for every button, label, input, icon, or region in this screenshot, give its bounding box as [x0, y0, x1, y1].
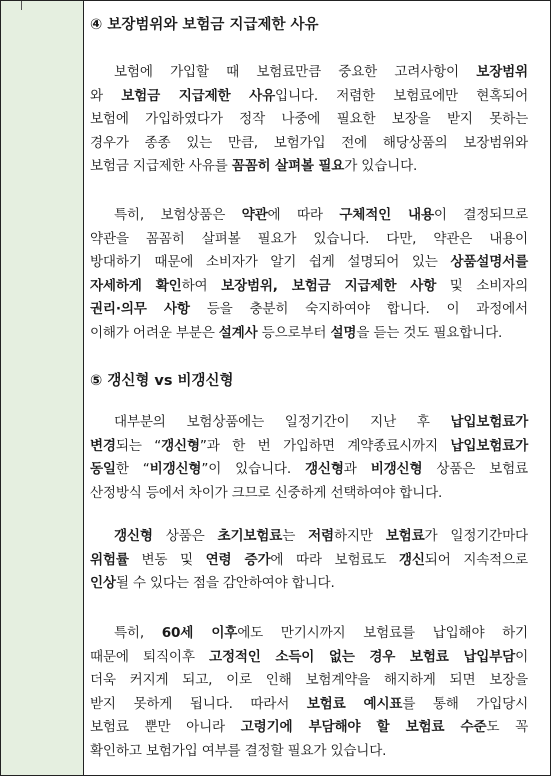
text-run: 과	[343, 461, 371, 477]
text-run: 확인하고 보험가입 여부를 결정할 필요가 있습니다.	[90, 742, 387, 759]
bold-text: 동일	[90, 461, 116, 477]
text-run: 이 결정되므로	[433, 207, 528, 223]
section-4-paragraph-1	[90, 61, 528, 179]
text-run: 산정방식 등에서 차이가 크므로 신중하게 선택하여야 합니다.	[90, 484, 443, 501]
text-run: 보험에 가입할 때 보험료만큼 중요한 고려사항이	[114, 64, 477, 80]
text-run: 에 따라	[267, 207, 340, 223]
text-run: 등을 충분히 숙지하여야 합니다. 이 과정에서	[189, 301, 528, 317]
text-run: 에도 만기시까지 보험료를 납입해야 하기	[237, 625, 528, 641]
text-line	[90, 693, 528, 717]
text-line	[90, 458, 528, 482]
text-line	[90, 525, 528, 549]
bold-text: 약관	[241, 207, 268, 223]
section-4-heading: ④ 보장범위와 보험금 지급제한 사유	[90, 17, 319, 33]
bold-text: 자세하게 확인	[90, 277, 182, 294]
bold-text: 납입보험료가	[450, 437, 528, 454]
text-run: 약관을 꼼꼼히 살펴볼 필요가 있습니다. 다만, 약관은 내용이	[90, 230, 528, 247]
text-run: 를 통해 가입당시	[402, 695, 529, 712]
bold-text: 비갱신형	[370, 461, 423, 477]
text-run: ”과 한 번 가입하면 계약종료시까지	[199, 437, 451, 454]
bold-text: 보험금 지급제한 사유	[121, 87, 276, 104]
bold-text: 저렴	[308, 528, 334, 544]
bold-text: 상품설명서를	[450, 254, 528, 270]
text-line	[90, 435, 528, 459]
text-run: 도 꼭	[486, 719, 529, 735]
text-run: 대부분의 보험상품에는 일정기간이 지난 후	[114, 414, 451, 430]
text-line	[90, 549, 528, 573]
text-run: 입니다. 저렴한 보험료에만 현혹되어	[275, 87, 528, 104]
bold-text: 권리·의무 사항	[90, 301, 190, 317]
bold-text: 구체적인 내용	[339, 207, 434, 223]
text-run: 경우가 종종 있는 만큼, 보험가입 전에 해당상품의 보장범위와	[90, 134, 528, 151]
text-line	[90, 740, 528, 764]
section-5-heading: ⑤ 갱신형 vs 비갱신형	[90, 373, 234, 389]
text-line	[90, 108, 528, 132]
bold-text: 보험료 예시표	[306, 695, 403, 712]
section-5-paragraph-1	[90, 411, 528, 505]
text-run: 가 있습니다.	[344, 158, 418, 174]
text-line	[90, 622, 528, 646]
section-5-paragraph-2	[90, 525, 528, 596]
text-run: 방대하기 때문에 소비자가 알기 쉽게 설명되어 있는	[90, 254, 451, 270]
text-run: 와	[90, 87, 122, 104]
text-run: 특히, 보험상품은	[114, 207, 242, 223]
text-line	[90, 132, 528, 156]
text-line	[90, 669, 528, 693]
bold-text: 초기보험료	[217, 528, 283, 544]
text-run: 때문에 퇴직이후	[90, 648, 210, 665]
text-line	[90, 572, 528, 596]
text-line	[90, 716, 528, 740]
bold-text: 납입보험료가	[450, 414, 528, 430]
bold-text: 연령 증가	[205, 551, 271, 568]
text-run: 상품은	[152, 528, 218, 544]
bold-text: 인상	[90, 575, 116, 591]
text-run: ”이 있습니다.	[201, 461, 305, 477]
main-content	[90, 1, 534, 775]
bold-text: 위험률	[90, 551, 129, 568]
text-run: 이해가 어려운 부분은	[90, 324, 219, 341]
text-run: 더욱 커지게 되고, 이로 인해 보험계약을 해지하게 되면 보장을	[90, 672, 528, 688]
bold-text: 고령기에 부담해야 할 보험료 수준	[240, 719, 487, 735]
bold-text: 고정적인 소득이 없는 경우 보험료 납입부담	[209, 648, 516, 665]
text-run: 에 따라 보험료도	[270, 551, 399, 568]
text-run: 및 소비자의	[436, 277, 529, 294]
text-line	[90, 204, 528, 228]
text-line	[90, 85, 528, 109]
text-run: 특히,	[114, 625, 162, 641]
bold-text: 변경	[90, 437, 116, 454]
text-run: 는	[282, 528, 309, 544]
text-run: 되어 지속적으로	[424, 551, 528, 568]
text-run: 보험에 가입하였다가 정작 나중에 필요한 보장을 받지 못하는	[90, 111, 528, 127]
text-run: 가 일정기간마다	[424, 528, 528, 544]
column-marker	[21, 1, 22, 10]
text-run: 되는 “	[115, 437, 162, 454]
bold-text: 60세 이후	[161, 625, 238, 641]
text-run: 상품은 보험료	[422, 461, 528, 477]
bold-text: 보장범위, 보험금 지급제한 사항	[221, 277, 437, 294]
bold-text: 갱신	[398, 551, 425, 568]
bold-text: 갱신형	[161, 437, 200, 454]
text-run: 될 수 있다는 점을 감안하여야 합니다.	[115, 575, 335, 591]
bold-text: 비갱신형	[149, 461, 202, 477]
text-line	[90, 275, 528, 299]
bold-text: 설명	[330, 324, 357, 341]
text-run: 보험료 뿐만 아니라	[90, 719, 241, 735]
side-column	[1, 1, 84, 775]
text-line	[90, 322, 528, 346]
text-run: 변동 및	[128, 551, 206, 568]
text-run: 받지 못하게 됩니다. 따라서	[90, 695, 307, 712]
text-line	[90, 411, 528, 435]
text-line	[90, 251, 528, 275]
text-line	[90, 646, 528, 670]
bold-text: 갱신형	[114, 528, 153, 544]
text-run: 보험금 지급제한 사유를	[90, 158, 232, 174]
bold-text: 설계사	[218, 324, 258, 341]
text-line	[90, 298, 528, 322]
bold-text: 보장범위	[476, 64, 528, 80]
text-run: 을 듣는 것도 필요합니다.	[356, 324, 503, 341]
bold-text: 갱신형	[304, 461, 344, 477]
text-run: 이	[515, 648, 528, 665]
text-run: 하지만	[333, 528, 386, 544]
section-5-paragraph-3	[90, 622, 528, 763]
text-line	[90, 155, 528, 179]
text-line	[90, 61, 528, 85]
text-line	[90, 482, 528, 506]
text-run: 한 “	[115, 461, 150, 477]
section-4-paragraph-2	[90, 204, 528, 345]
bold-text: 꼼꼼히 살펴볼 필요	[231, 158, 345, 174]
bold-text: 보험료	[385, 528, 425, 544]
text-run: 등으로부터	[257, 324, 331, 341]
text-line	[90, 228, 528, 252]
text-run: 하여	[181, 277, 222, 294]
